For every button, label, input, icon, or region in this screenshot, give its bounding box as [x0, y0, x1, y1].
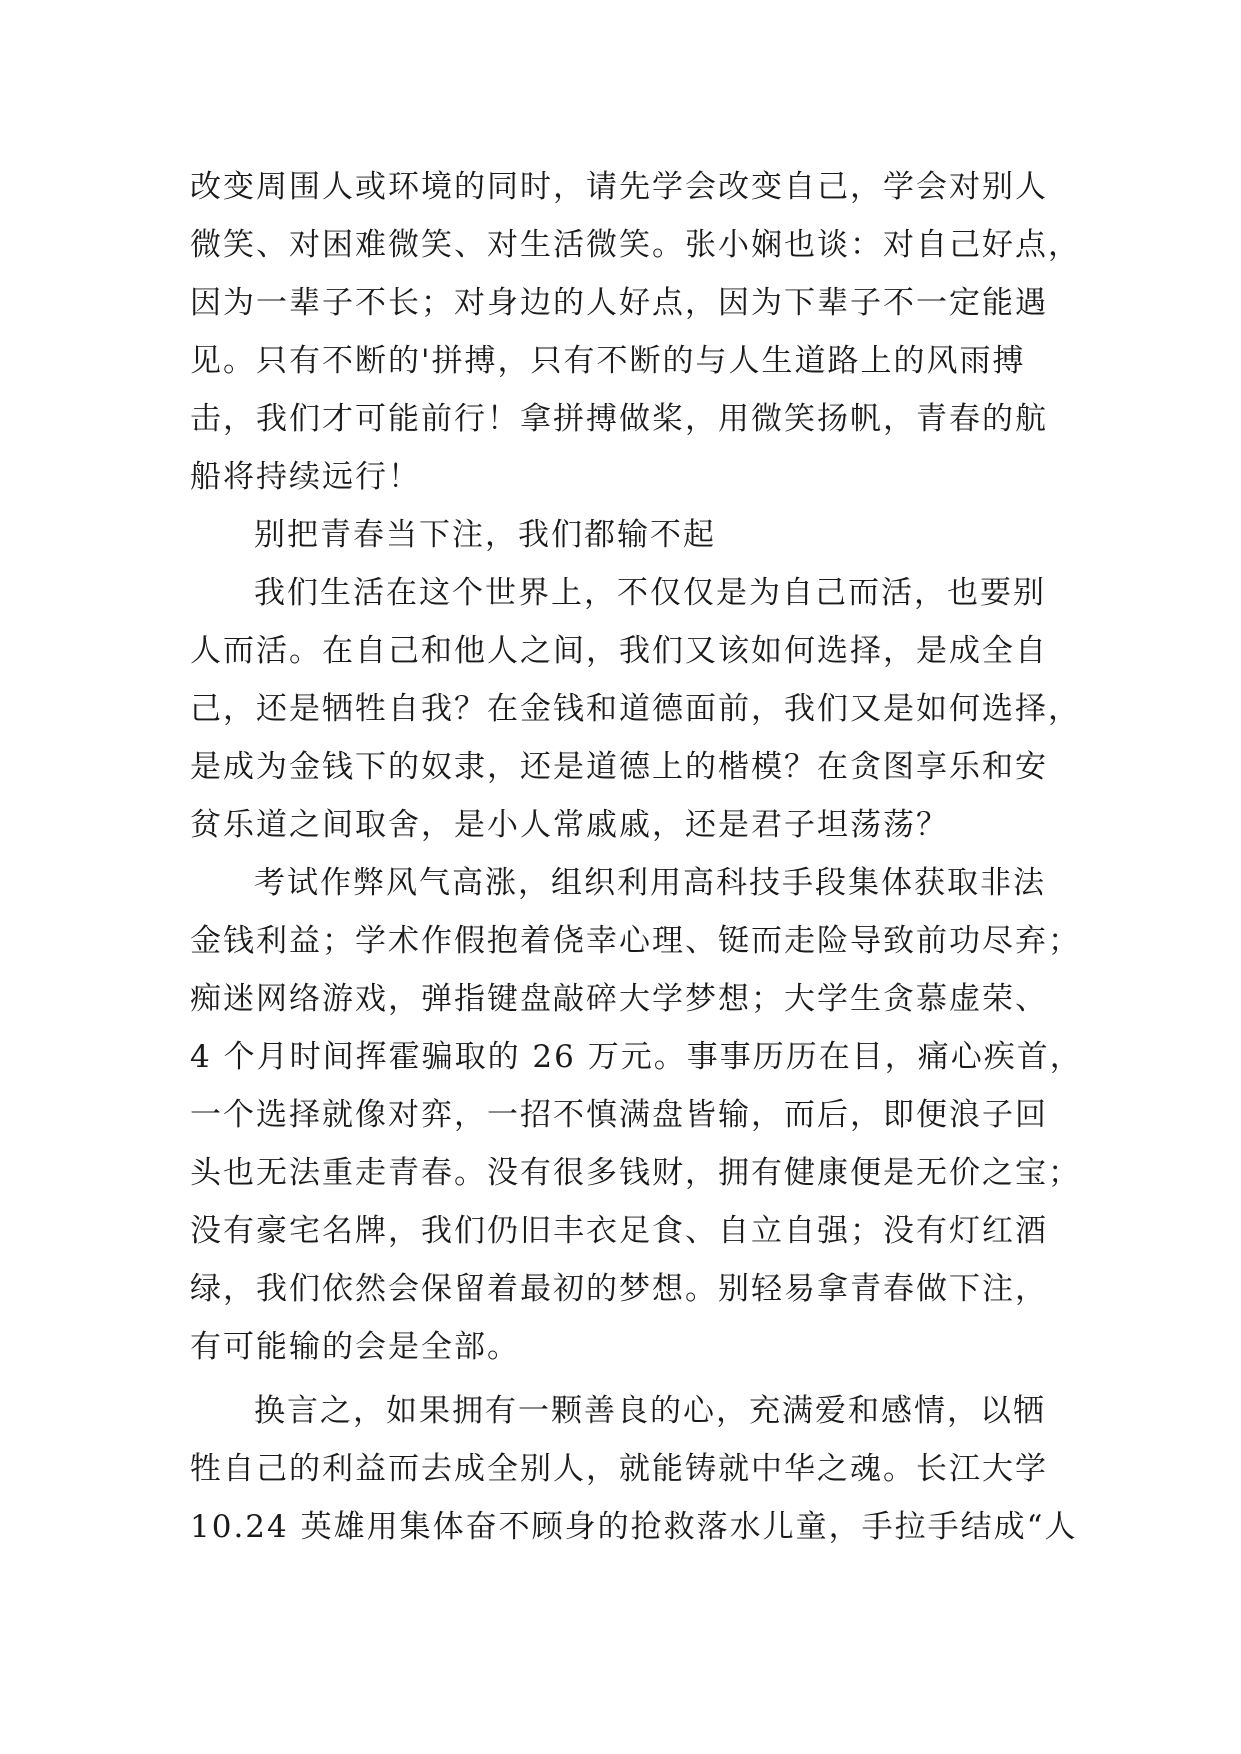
- text-line: 一个选择就像对弈，一招不慎满盘皆输，而后，即便浪子回: [190, 1097, 1048, 1133]
- text-line: 船将持续远行！: [190, 459, 421, 495]
- text-line: 我们生活在这个世界上，不仅仅是为自己而活，也要别: [254, 575, 1046, 611]
- text-line: 是成为金钱下的奴隶，还是道德上的楷模？在贪图享乐和安: [190, 749, 1048, 785]
- text-line: 4 个月时间挥霍骗取的 26 万元。事事历历在目，痛心疾首，: [190, 1039, 1083, 1075]
- text-line: 没有豪宅名牌，我们仍旧丰衣足食、自立自强；没有灯红酒: [190, 1213, 1048, 1249]
- text-line: 10.24 英雄用集体奋不顾身的抢救落水儿童，手拉手结成“人: [190, 1509, 1078, 1545]
- text-line: 换言之，如果拥有一颗善良的心，充满爱和感情，以牺: [254, 1393, 1046, 1429]
- text-line: 绿，我们依然会保留着最初的梦想。别轻易拿青春做下注，: [190, 1271, 1048, 1307]
- text-line: 有可能输的会是全部。: [190, 1329, 520, 1365]
- text-line: 击，我们才可能前行！拿拼搏做桨，用微笑扬帆，青春的航: [190, 401, 1048, 437]
- heading-line: 别把青春当下注，我们都输不起: [254, 517, 716, 553]
- paragraph-1: [190, 158, 1090, 506]
- text-line: 头也无法重走青春。没有很多钱财，拥有健康便是无价之宝；: [190, 1155, 1081, 1191]
- text-line: 己，还是牺牲自我？在金钱和道德面前，我们又是如何选择，: [190, 691, 1081, 727]
- text-line: 微笑、对困难微笑、对生活微笑。张小娴也谈：对自己好点，: [190, 227, 1081, 263]
- text-line: 因为一辈子不长；对身边的人好点，因为下辈子不一定能遇: [190, 285, 1048, 321]
- text-line: 见。只有不断的'拼搏，只有不断的与人生道路上的风雨搏: [190, 343, 1026, 379]
- text-line: 改变周围人或环境的同时，请先学会改变自己，学会对别人: [190, 169, 1048, 205]
- text-line: 痴迷网络游戏，弹指键盘敲碎大学梦想；大学生贪慕虚荣、: [190, 981, 1048, 1017]
- text-line: 金钱利益；学术作假抱着侥幸心理、铤而走险导致前功尽弃；: [190, 923, 1081, 959]
- text-line: 人而活。在自己和他人之间，我们又该如何选择，是成全自: [190, 633, 1048, 669]
- paragraph-4: [190, 854, 1090, 1376]
- text-line: 考试作弊风气高涨，组织利用高科技手段集体获取非法: [254, 865, 1046, 901]
- section-heading: [190, 506, 1090, 564]
- text-line: 牲自己的利益而去成全别人，就能铸就中华之魂。长江大学: [190, 1451, 1048, 1487]
- document-body: [190, 158, 1090, 1556]
- text-line: 贫乐道之间取舍，是小人常戚戚，还是君子坦荡荡？: [190, 807, 949, 843]
- paragraph-3: [190, 564, 1090, 854]
- paragraph-5: [190, 1382, 1090, 1556]
